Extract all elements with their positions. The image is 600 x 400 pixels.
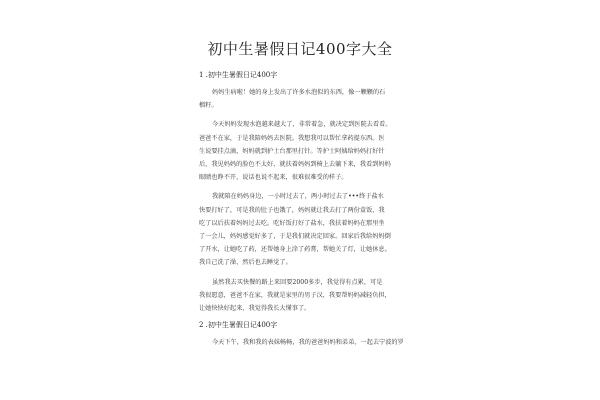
paragraph-line: 我自己洗了澡，然后也去睡觉了。 [199, 259, 292, 267]
paragraph-line: 今天下午，我和我的表妹畅畅，我的爸爸妈妈和弟弟，一起去宁波的罗 [212, 339, 404, 347]
document-body [199, 69, 404, 349]
section-heading-1: 1 .初中生暑假日记400字 [199, 71, 278, 79]
paragraph-line: 虽然我去买快餐的路上来回要2000多步，我觉得有点累，可是 [212, 278, 383, 286]
paragraph-line: 让她快快好起来，我觉得我长大懂事了。 [199, 305, 311, 313]
paragraph [199, 190, 399, 269]
paragraph-line: 妈妈生病啦！她的身上发出了许多水泡似的东西，像一颗颗的石 [212, 89, 386, 96]
paragraph-line: 生说要挂点滴，妈妈就到护士台那里打针。等护士阿姨给妈妈打好针 [199, 147, 385, 155]
paragraph-line: 眼睛也睁不开，说话也说不起来，很难很难受的样子。 [199, 174, 348, 182]
paragraph-line: 吃了以后扶着妈妈过去吃。吃好饭打好了盐水，我扶着妈妈在那里坐 [199, 219, 385, 227]
paragraph [199, 336, 404, 349]
document-title: 初中生暑假日记400字大全 [207, 40, 393, 58]
section-heading-2: 2 .初中生暑假日记400字 [199, 321, 278, 330]
paragraph-line: 爸爸不在家，于是我陪妈妈去医院。我想我可以帮忙拿药提东西。医 [199, 134, 385, 142]
paragraph-line: 快要打好了，可是我的肚子也饿了，妈妈就让我去打了两份盒饭，我 [199, 206, 385, 214]
paragraph [199, 276, 399, 316]
paragraph [199, 86, 399, 112]
paragraph-line: 我就陪在妈妈身边，一小时过去了，两小时过去了•••终于盐水 [212, 193, 384, 201]
paragraph-line: 今天妈妈发现水泡越来越大了，非常着急，就决定到医院去看看。 [212, 121, 392, 129]
paragraph [199, 118, 399, 184]
paragraph-line: 我很愿意，爸爸不在家，我就是家里的男子汉，我要帮妈妈减轻负担， [199, 291, 391, 299]
paragraph-line: 榴籽。 [199, 102, 218, 110]
paragraph-line: 了开水，让她吃了药，还帮她身上涂了药膏，帮她关了灯，让她休息。 [199, 246, 391, 254]
paragraph-line: 了一会儿，妈妈感觉好多了，于是我们就决定回家。回家后我给妈妈倒 [199, 233, 391, 241]
paragraph-line: 后，我见妈妈的脸色不太好，就扶着妈妈到椅上去躺下来，我看到妈妈 [199, 161, 391, 169]
